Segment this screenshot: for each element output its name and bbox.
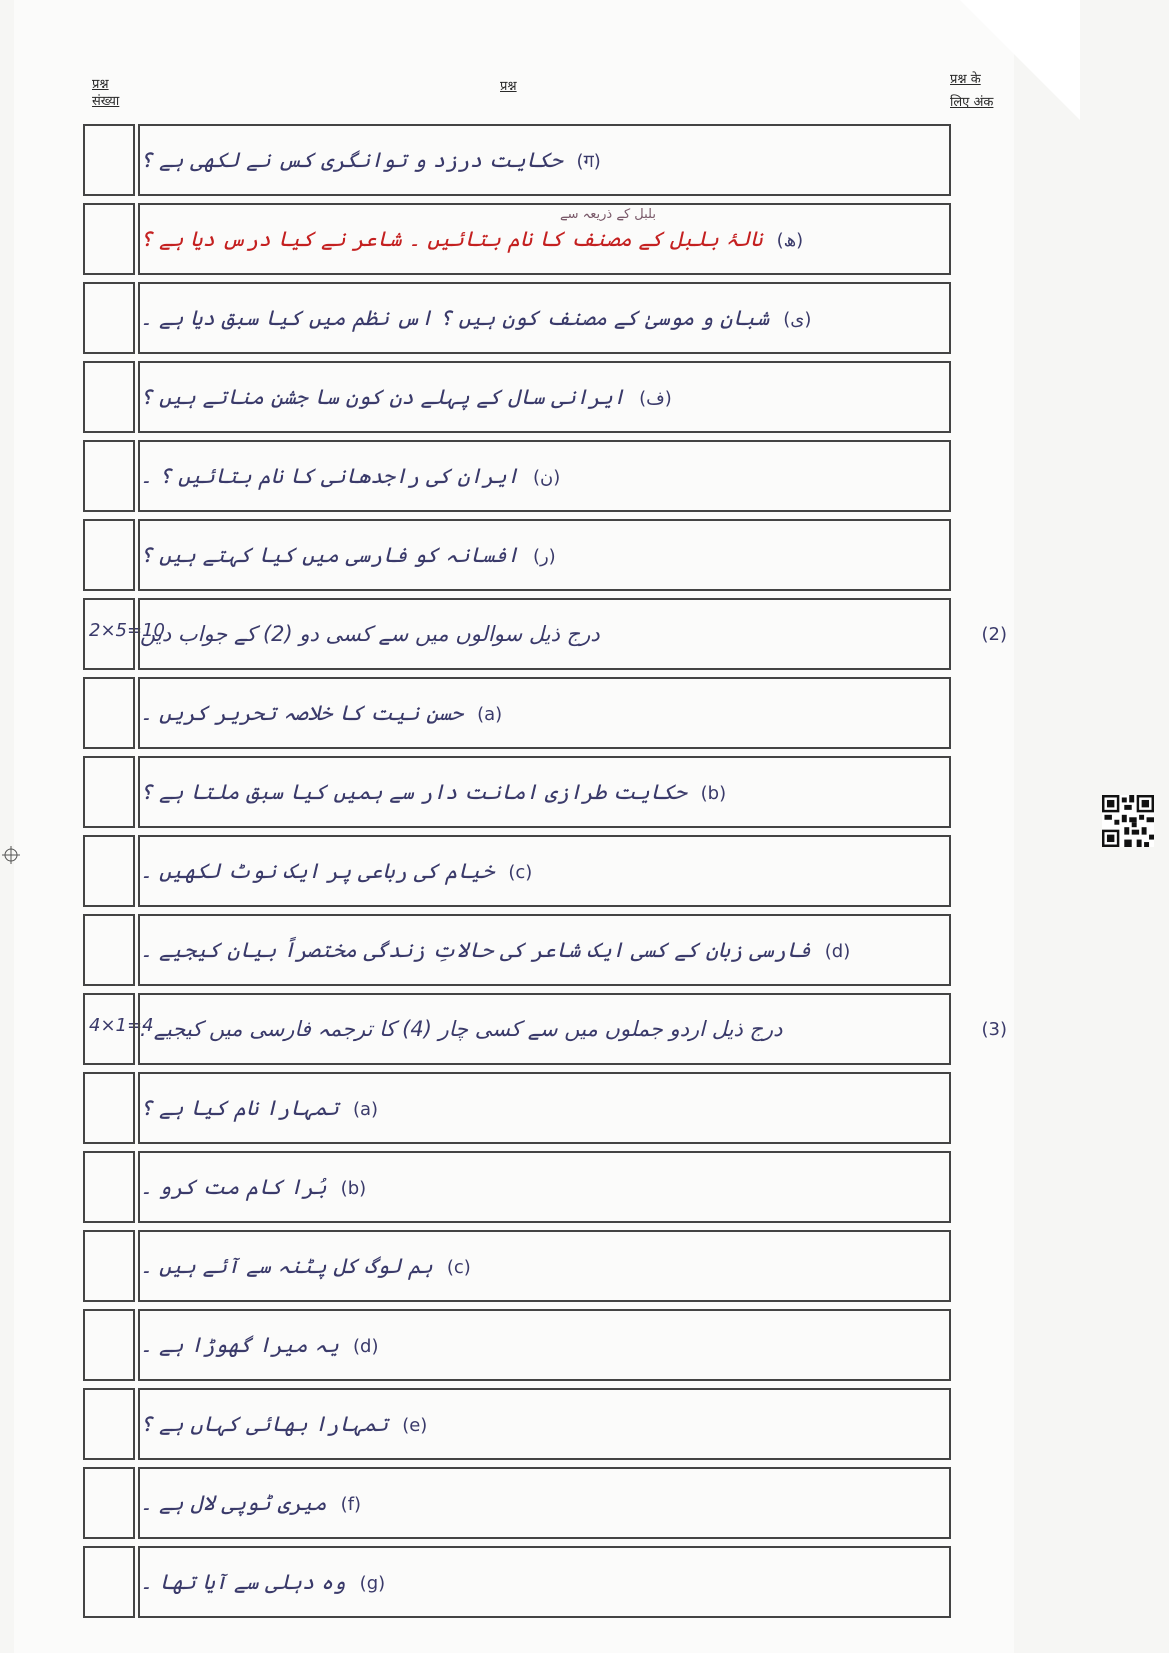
question-label: (d) [824,941,851,962]
question-body: میری ٹوپی لال ہے ۔ [140,1491,327,1515]
question-body: تمہارا نام کیا ہے ؟ [140,1096,339,1120]
table-row [83,677,951,749]
registration-mark-icon [2,846,20,864]
marks-cell [83,203,135,275]
marks-cell-border [83,993,135,1065]
marks-cell [83,440,135,512]
table-row [83,282,951,354]
question-body: خیام کی رباعی پر ایک نوٹ لکھیں ۔ [140,859,495,883]
question-body: حکایت طرازی امانت دار سے ہمیں کیا سبق ملتا ہے ؟ [140,780,687,804]
question-text [140,1254,471,1278]
question-body: ایرانی سال کے پہلے دن کون سا جشن مناتے ہیں ؟ [140,385,626,409]
question-text [140,938,850,962]
header-right-line1: प्रश्न के [950,72,981,87]
header-question [500,76,517,94]
question-text [140,306,811,330]
question-body: ایران کی راجدھانی کا نام بتائیں ؟ ۔ [140,464,519,488]
question-label: (c) [446,1257,471,1278]
section-number: (2) [981,624,1007,645]
table-row [83,914,951,986]
header-question-number [92,76,119,110]
question-cell [138,914,951,986]
table-row [83,1467,951,1539]
section-number: (3) [981,1019,1007,1040]
question-label: (ھ) [776,230,804,251]
question-text [140,1096,378,1120]
table-row [83,1230,951,1302]
question-cell [138,519,951,591]
question-body: فارسی زبان کے کسی ایک شاعر کی حالاتِ زندگی مختصراً بیان کیجیے ۔ [140,938,811,962]
table-row [83,440,951,512]
question-cell [138,1151,951,1223]
table-row [83,519,951,591]
question-label: (a) [352,1099,379,1120]
question-body: بُرا کام مت کرو ۔ [140,1175,327,1199]
question-label: (ग) [576,150,601,172]
question-body: درج ذیل اردو جملوں میں سے کسی چار (4) کا ترجمہ فارسی میں کیجیے : [140,1017,783,1041]
table-row [83,1151,951,1223]
question-cell [138,677,951,749]
header-middle: प्रश्न [500,79,517,94]
question-cell [138,361,951,433]
marks-cell [83,124,135,196]
marks-cell [83,914,135,986]
question-text [140,1333,378,1357]
marks-value: 4×1=4 [89,1015,154,1036]
question-cell [138,440,951,512]
question-text [140,543,556,567]
question-label: (ی) [783,309,812,330]
question-body: تمہارا بھائی کہاں ہے ؟ [140,1412,389,1436]
marks-cell [83,282,135,354]
question-text [140,1570,385,1594]
qr-code-icon [1102,795,1154,847]
table-row [83,203,951,275]
question-label: (ف) [639,388,672,409]
table-row [83,993,1007,1065]
question-text [140,1491,361,1515]
question-text [140,701,502,725]
question-text [140,148,601,173]
question-text [140,1175,366,1199]
question-text [140,385,672,409]
marks-cell [83,361,135,433]
question-cell [138,203,951,275]
header-right-line2: लिए अंक [950,95,994,110]
question-label: (d) [352,1336,379,1357]
marks-cell [83,1072,135,1144]
question-cell [138,1072,951,1144]
question-body: ہم لوگ کل پٹنہ سے آئے ہیں ۔ [140,1254,433,1278]
question-label: (c) [508,862,533,883]
marks-cell [83,1388,135,1460]
table-row [83,1388,951,1460]
question-text [140,464,560,488]
question-cell [138,1388,951,1460]
question-text [140,859,532,883]
question-cell [138,1309,951,1381]
question-body: یہ میرا گھوڑا ہے ۔ [140,1333,339,1357]
table-row [83,1309,951,1381]
marks-cell [83,835,135,907]
table-row [83,598,1007,670]
question-text [140,1017,783,1041]
question-cell [138,1546,951,1618]
marks-cell [83,677,135,749]
marks-value: 2×5=10 [89,620,165,641]
question-cell [138,835,951,907]
header-marks [950,68,993,114]
marks-cell [83,519,135,591]
header-left-line2: संख्या [92,94,120,109]
table-row [83,1546,951,1618]
marks-cell [83,1151,135,1223]
question-table [83,124,1007,1625]
question-body: وہ دہلی سے آیا تھا ۔ [140,1570,346,1594]
question-label: (ن) [532,467,561,488]
table-row [83,756,951,828]
question-cell [138,124,951,196]
question-label: (a) [477,704,503,725]
question-label: (e) [402,1415,428,1436]
marks-cell [83,1309,135,1381]
header-left-line1: प्रश्न [92,77,109,92]
table-row [83,1072,951,1144]
marks-cell [83,1546,135,1618]
table-row [83,361,951,433]
question-body: نالۂ بلبل کے مصنف کا نام بتائیں ۔ شاعر نے کیا درس دیا ہے ؟ [140,227,763,251]
table-row [83,124,951,196]
question-body: افسانہ کو فارسی میں کیا کہتے ہیں ؟ [140,543,519,567]
question-body: حکایت درزد و توانگری کس نے لکھی ہے ؟ [140,147,563,172]
question-cell [138,756,951,828]
question-cell [138,1230,951,1302]
question-text [140,622,600,646]
question-label: (f) [340,1494,362,1515]
marks-cell-border [83,598,135,670]
question-body: درج ذیل سوالوں میں سے کسی دو (2) کے جواب دیں [140,622,600,646]
marks-cell [83,756,135,828]
question-cell [138,282,951,354]
question-text [140,227,803,251]
question-label: (b) [340,1178,367,1199]
question-cell [138,993,1007,1065]
question-label: (b) [700,783,727,804]
question-cell [138,1467,951,1539]
marks-cell [83,1230,135,1302]
question-label: (ر) [532,546,556,567]
question-label: (g) [359,1573,386,1594]
table-row [83,835,951,907]
question-text [140,1412,427,1436]
question-body: حسن نیت کا خلاصہ تحریر کریں ۔ [140,701,464,725]
marks-cell [83,1467,135,1539]
question-body: شبان و موسیٰ کے مصنف کون ہیں ؟ اس نظم میں کیا سبق دیا ہے ۔ [140,306,770,330]
question-text [140,780,726,804]
handwritten-correction-note: بلبل کے ذریعہ سے [560,207,656,222]
question-cell [138,598,1007,670]
